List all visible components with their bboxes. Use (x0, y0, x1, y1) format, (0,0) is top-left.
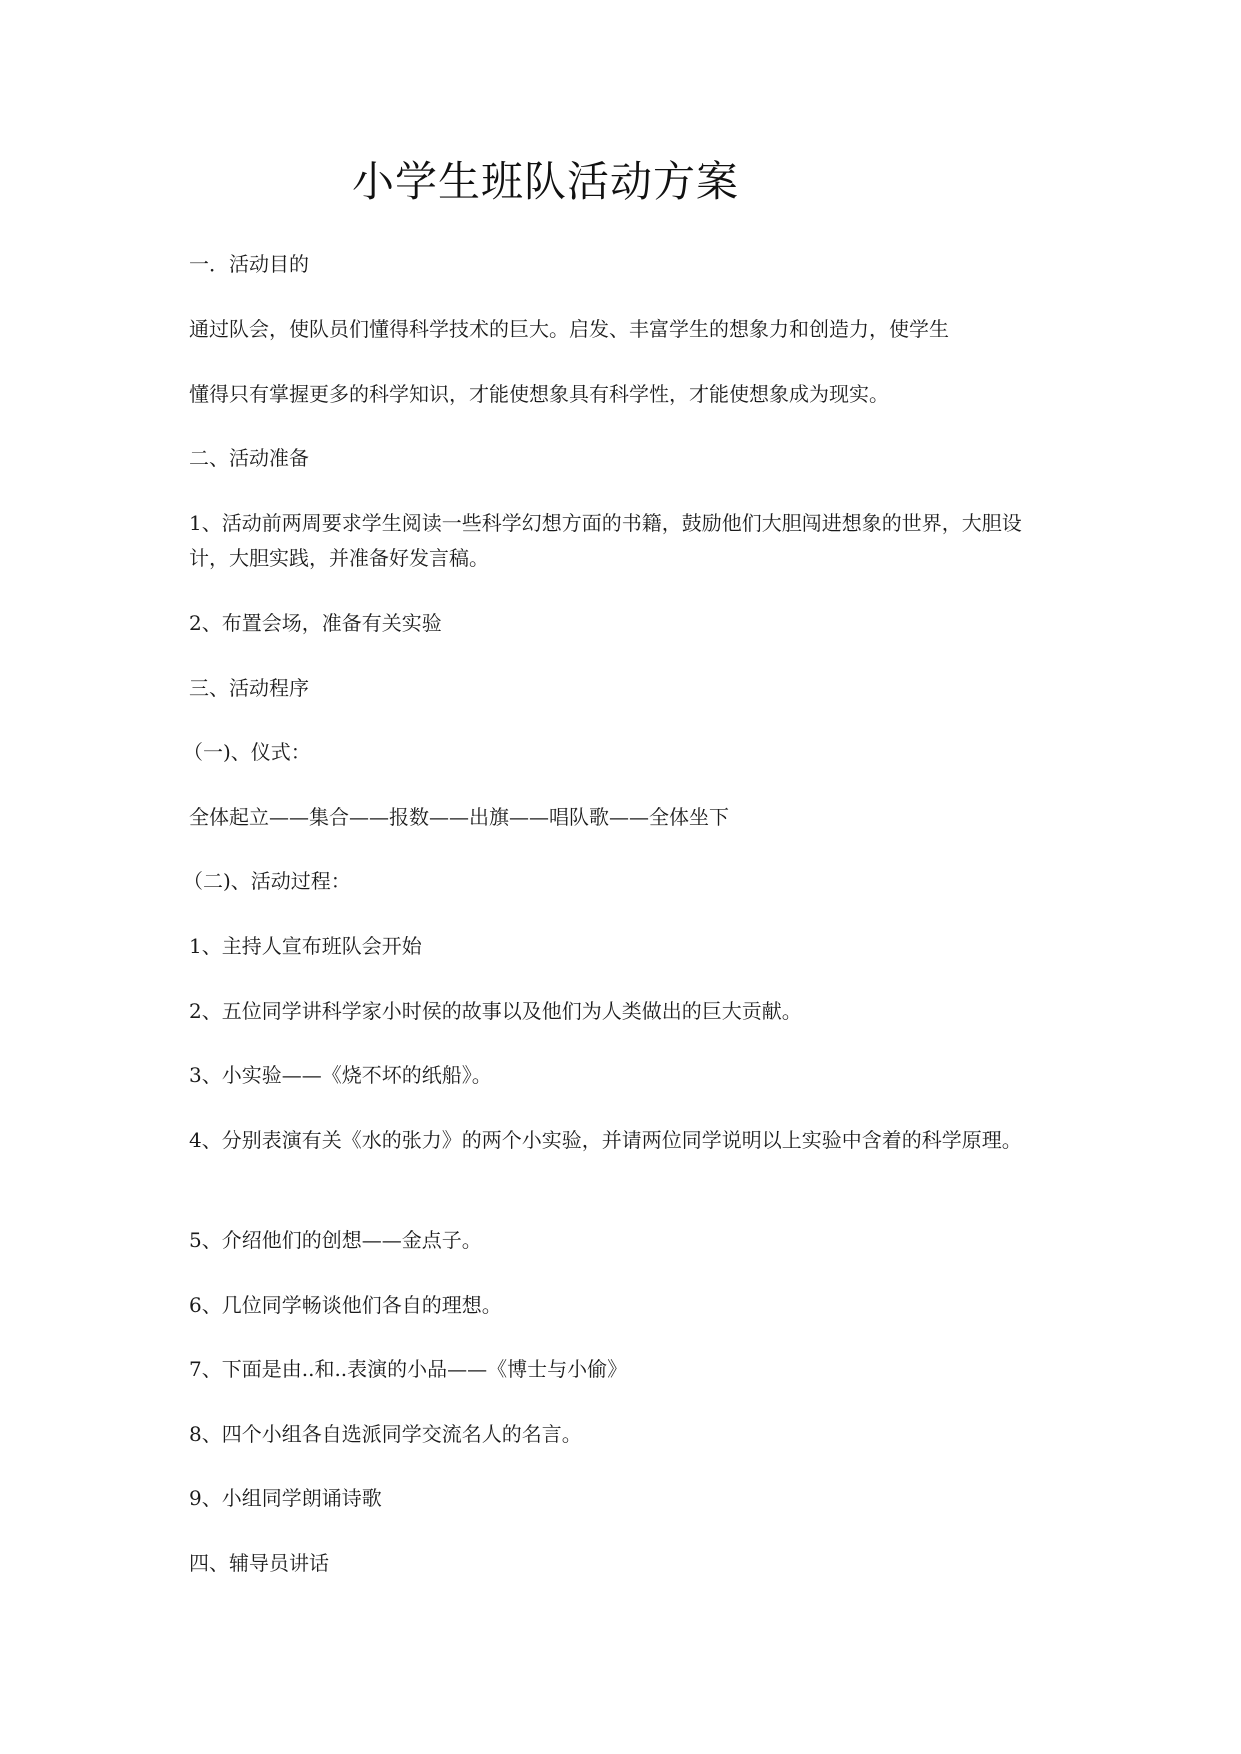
list-item: 1、主持人宣布班队会开始 (189, 934, 422, 958)
paragraph-line: 懂得只有掌握更多的科学知识，才能使想象具有科学性，才能使想象成为现实。 (189, 382, 889, 406)
list-item: 3、小实验——《烧不坏的纸船》。 (189, 1063, 492, 1087)
list-item: 8、四个小组各自选派同学交流名人的名言。 (189, 1422, 582, 1446)
document-title: 小学生班队活动方案 (352, 157, 740, 206)
list-item: 4、分别表演有关《水的张力》的两个小实验，并请两位同学说明以上实验中含着的科学原理。 (189, 1128, 1022, 1152)
list-item: 6、几位同学畅谈他们各自的理想。 (189, 1293, 502, 1317)
list-item: 5、介绍他们的创想——金点子。 (189, 1228, 482, 1252)
section-heading-procedure: 三、活动程序 (189, 676, 309, 700)
list-item: 7、下面是由..和..表演的小品——《博士与小偷》 (189, 1357, 628, 1381)
subsection-heading-ceremony: （一)、仪式： (183, 740, 311, 764)
list-item: 2、五位同学讲科学家小时侯的故事以及他们为人类做出的巨大贡献。 (189, 999, 802, 1023)
list-item: 1、活动前两周要求学生阅读一些科学幻想方面的书籍，鼓励他们大胆闯进想象的世界，大胆设计，大胆实践，并准备好发言稿。 (189, 511, 1022, 570)
paragraph-line: 通过队会，使队员们懂得科学技术的巨大。启发、丰富学生的想象力和创造力，使学生 (189, 317, 949, 341)
section-heading-preparation: 二、活动准备 (189, 446, 309, 470)
subsection-heading-process: （二)、活动过程： (183, 869, 351, 893)
list-item: 2、布置会场，准备有关实验 (189, 611, 442, 635)
section-heading-counselor-speech: 四、辅导员讲话 (189, 1551, 329, 1575)
list-item: 9、小组同学朗诵诗歌 (189, 1486, 382, 1510)
paragraph-line: 全体起立——集合——报数——出旗——唱队歌——全体坐下 (189, 805, 729, 829)
section-heading-purpose: 一．活动目的 (189, 252, 309, 276)
